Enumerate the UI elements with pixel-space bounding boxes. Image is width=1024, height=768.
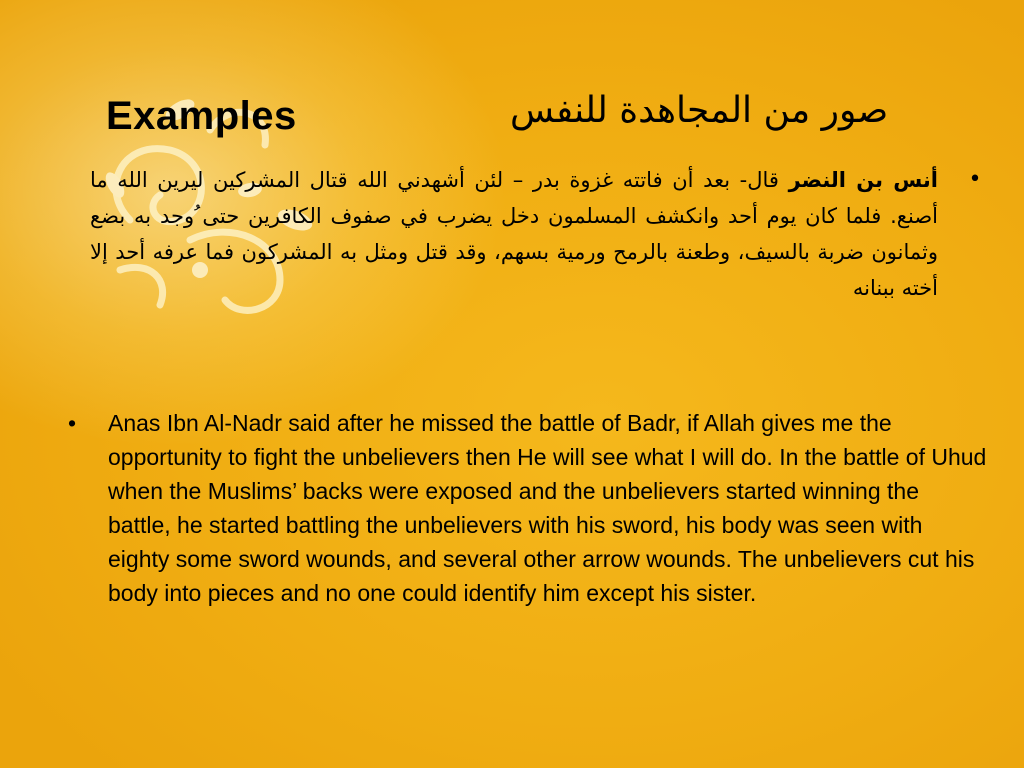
bullet-icon: • bbox=[968, 167, 982, 192]
title-english: Examples bbox=[106, 94, 297, 138]
title-arabic: صور من المجاهدة للنفس bbox=[510, 90, 889, 131]
arabic-name-bold: أنس بن النضر bbox=[788, 168, 938, 192]
arabic-body-text: قال- بعد أن فاتته غزوة بدر – لئن أشهدني الله قتال المشركين ليرين الله ما أصنع. فلما كان يوم أحد وانكشف المسلمون دخل يضرب في صفوف الكافرين حتى ُوجد به بضع وثمانون ضربة بالسيف، وطعنة بالرمح ورمية بسهم، وقد قتل ومثل به المشركون فما عرفه أحد إلا أخته ببنانه bbox=[90, 168, 938, 300]
arabic-paragraph bbox=[90, 162, 938, 306]
english-bullet-item bbox=[68, 406, 988, 610]
arabic-bullet-item bbox=[90, 162, 990, 306]
bullet-icon: • bbox=[68, 410, 77, 436]
english-paragraph: Anas Ibn Al-Nadr said after he missed the battle of Badr, if Allah gives me the opportunity to fight the unbelievers then He will see what I will do. In the battle of Uhud when the Muslims’ backs were exposed and the unbelievers started winning the battle, he started battling the unbelievers with his sword, his body was seen with eighty some sword wounds, and several other arrow wounds. The unbelievers cut his body into pieces and no one could identify him except his sister. bbox=[108, 410, 987, 606]
